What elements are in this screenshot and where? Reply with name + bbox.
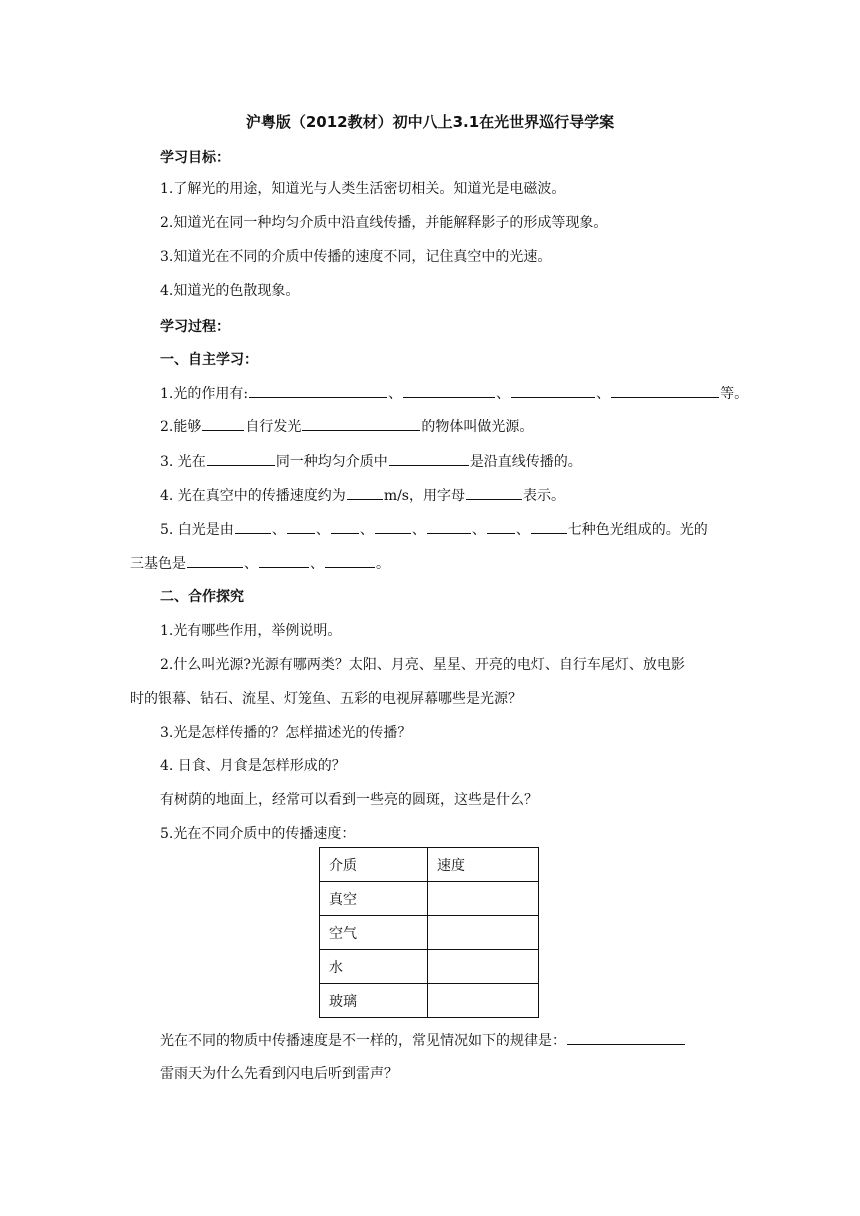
table-header-cell: 介质 <box>320 848 428 882</box>
cooperate-question-3: 3.光是怎样传播的？怎样描述光的传播？ <box>160 725 412 741</box>
speed-cell[interactable] <box>428 950 539 984</box>
answer-blank[interactable] <box>207 451 275 466</box>
process-heading: 学习过程： <box>160 319 230 335</box>
answer-blank[interactable] <box>389 451 469 466</box>
cooperate-question-4: 4. 日食、月食是怎样形成的？ <box>160 758 346 774</box>
speed-cell[interactable] <box>428 984 539 1018</box>
medium-cell: 真空 <box>320 882 428 916</box>
answer-blank[interactable] <box>249 383 387 398</box>
document-title: 沪粤版（2012教材）初中八上3.1在光世界巡行导学案 <box>245 113 615 131</box>
goal-item: 1.了解光的用途，知道光与人类生活密切相关。知道光是电磁波。 <box>160 181 566 197</box>
answer-blank[interactable] <box>302 416 420 431</box>
cooperate-question-2-cont: 时的银幕、钻石、流星、灯笼鱼、五彩的电视屏幕哪些是光源？ <box>130 691 522 707</box>
self-study-question-5: 5. 白光是由 、 、 、 、 、 、 七种色光组成的。光的 <box>160 519 708 540</box>
medium-cell: 水 <box>320 950 428 984</box>
answer-blank[interactable] <box>202 416 244 431</box>
self-study-heading: 一、自主学习： <box>160 352 258 368</box>
goal-item: 4.知道光的色散现象。 <box>160 283 300 299</box>
goal-item: 3.知道光在不同的介质中传播的速度不同，记住真空中的光速。 <box>160 249 552 265</box>
goal-item: 2.知道光在同一种均匀介质中沿直线传播，并能解释影子的形成等现象。 <box>160 215 608 231</box>
answer-blank[interactable] <box>347 485 383 500</box>
answer-blank[interactable] <box>611 383 719 398</box>
speed-cell[interactable] <box>428 916 539 950</box>
speed-table <box>319 847 539 1018</box>
medium-cell: 空气 <box>320 916 428 950</box>
self-study-question-5-cont: 三基色是 、 、 。 <box>130 553 390 574</box>
rule-question: 光在不同的物质中传播速度是不一样的，常见情况如下的规律是： <box>160 1030 686 1051</box>
table-header-row <box>320 848 539 882</box>
self-study-question-1: 1.光的作用有: 、 、 、 等。 <box>160 383 748 404</box>
table-header-cell: 速度 <box>428 848 539 882</box>
medium-cell: 玻璃 <box>320 984 428 1018</box>
self-study-question-2: 2.能够 自行发光 的物体叫做光源。 <box>160 416 533 437</box>
answer-blank[interactable] <box>187 553 243 568</box>
thunder-question: 雷雨天为什么先看到闪电后听到雷声？ <box>160 1066 398 1082</box>
answer-blank[interactable] <box>531 519 567 534</box>
cooperate-question-4b: 有树荫的地面上，经常可以看到一些亮的圆斑，这些是什么？ <box>160 792 538 808</box>
table-row <box>320 916 539 950</box>
cooperate-question-1: 1.光有哪些作用，举例说明。 <box>160 623 342 639</box>
answer-blank[interactable] <box>375 519 411 534</box>
goals-heading: 学习目标： <box>160 150 230 166</box>
answer-blank[interactable] <box>567 1030 685 1045</box>
answer-blank[interactable] <box>427 519 471 534</box>
answer-blank[interactable] <box>511 383 595 398</box>
self-study-question-4: 4. 光在真空中的传播速度约为 m/s，用字母 表示。 <box>160 485 565 506</box>
answer-blank[interactable] <box>235 519 271 534</box>
answer-blank[interactable] <box>331 519 359 534</box>
answer-blank[interactable] <box>259 553 309 568</box>
table-row <box>320 950 539 984</box>
answer-blank[interactable] <box>287 519 315 534</box>
cooperate-question-2: 2.什么叫光源?光源有哪两类？太阳、月亮、星星、开亮的电灯、自行车尾灯、放电影 <box>160 657 685 673</box>
table-row <box>320 882 539 916</box>
cooperate-heading: 二、合作探究 <box>160 589 244 605</box>
answer-blank[interactable] <box>403 383 495 398</box>
answer-blank[interactable] <box>466 485 522 500</box>
answer-blank[interactable] <box>325 553 375 568</box>
cooperate-question-5: 5.光在不同介质中的传播速度： <box>160 826 356 842</box>
self-study-question-3: 3. 光在 同一种均匀介质中 是沿直线传播的。 <box>160 451 582 472</box>
answer-blank[interactable] <box>487 519 515 534</box>
speed-cell[interactable] <box>428 882 539 916</box>
table-row <box>320 984 539 1018</box>
